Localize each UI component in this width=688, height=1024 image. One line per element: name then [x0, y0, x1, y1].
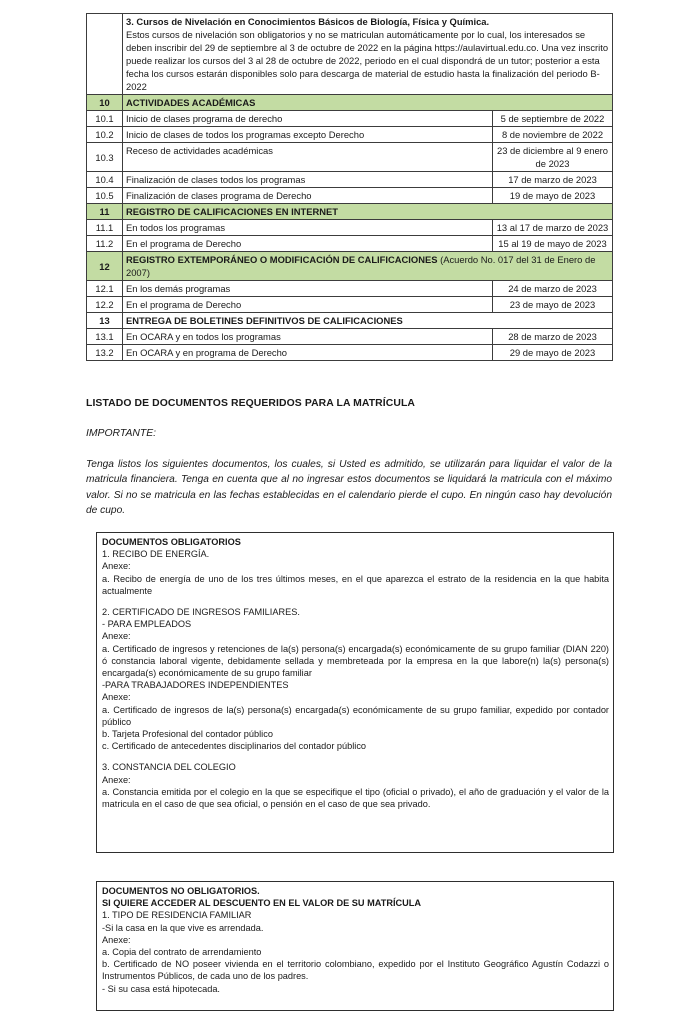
- row-number: 10.4: [87, 172, 123, 188]
- note-num-cell: [87, 14, 123, 95]
- table-row: [87, 236, 613, 252]
- section-row: [87, 252, 613, 281]
- documents-heading: LISTADO DE DOCUMENTOS REQUERIDOS PARA LA MATRÍCULA: [86, 398, 416, 409]
- row-number: 10.3: [87, 143, 123, 172]
- calendar-table: [86, 13, 613, 361]
- optional-documents-box: [96, 881, 614, 1011]
- row-number: 12.1: [87, 281, 123, 297]
- item-text: b. Certificado de NO poseer vivienda en el territorio colombiano, expedido por el Instituto Geográfico Agustín Codazzi o Instrumentos Públicos, de cada uno de los padres.: [102, 959, 609, 982]
- anexe-label: Anexe:: [102, 774, 131, 785]
- item-heading: 1. RECIBO DE ENERGÍA.: [102, 549, 210, 560]
- section-number: 13: [87, 313, 123, 329]
- item-subheading: -PARA TRABAJADORES INDEPENDIENTES: [102, 680, 289, 691]
- row-number: 13.2: [87, 345, 123, 361]
- item-heading: 1. TIPO DE RESIDENCIA FAMILIAR: [102, 910, 252, 921]
- row-description: Receso de actividades académicas: [123, 143, 493, 172]
- table-row: [87, 111, 613, 127]
- table-row: [87, 345, 613, 361]
- row-number: 13.1: [87, 329, 123, 345]
- row-description: En el programa de Derecho: [123, 297, 493, 313]
- row-number: 11.1: [87, 220, 123, 236]
- note-title: 3. Cursos de Nivelación en Conocimientos Básicos de Biología, Física y Química.: [126, 16, 490, 27]
- box-title: DOCUMENTOS NO OBLIGATORIOS.: [102, 886, 260, 896]
- mandatory-documents-box: [96, 532, 614, 853]
- row-date: 23 de mayo de 2023: [493, 297, 613, 313]
- row-date: 5 de septiembre de 2022: [493, 111, 613, 127]
- row-date: 29 de mayo de 2023: [493, 345, 613, 361]
- table-row: [87, 329, 613, 345]
- row-date: 13 al 17 de marzo de 2023: [493, 220, 613, 236]
- item-subheading: - PARA EMPLEADOS: [102, 619, 192, 630]
- box-title: DOCUMENTOS OBLIGATORIOS: [102, 537, 241, 547]
- item-text: b. Tarjeta Profesional del contador público: [102, 729, 273, 740]
- item-heading: 3. CONSTANCIA DEL COLEGIO: [102, 762, 236, 773]
- table-row: [87, 14, 613, 95]
- row-description: En el programa de Derecho: [123, 236, 493, 252]
- row-description: En todos los programas: [123, 220, 493, 236]
- table-row: [87, 297, 613, 313]
- spacer: [102, 752, 609, 761]
- row-date: 23 de diciembre al 9 enero de 2023: [493, 143, 613, 172]
- box-subtitle: SI QUIERE ACCEDER AL DESCUENTO EN EL VALOR DE SU MATRÍCULA: [102, 898, 422, 909]
- section-title: ACTIVIDADES ACADÉMICAS: [123, 95, 613, 111]
- item-text: a. Copia del contrato de arrendamiento: [102, 947, 262, 958]
- section-row: [87, 204, 613, 220]
- row-description: Finalización de clases programa de Derecho: [123, 188, 493, 204]
- section-row: [87, 95, 613, 111]
- row-number: 12.2: [87, 297, 123, 313]
- row-date: 28 de marzo de 2023: [493, 329, 613, 345]
- row-date: 17 de marzo de 2023: [493, 172, 613, 188]
- row-number: 10.5: [87, 188, 123, 204]
- row-description: Inicio de clases de todos los programas excepto Derecho: [123, 127, 493, 143]
- row-date: 8 de noviembre de 2022: [493, 127, 613, 143]
- table-row: [87, 188, 613, 204]
- table-row: [87, 281, 613, 297]
- item-text: a. Certificado de ingresos de la(s) persona(s) encargada(s) económicamente de su grupo familiar, expedido por contador público: [102, 704, 609, 727]
- anexe-label: Anexe:: [102, 934, 131, 945]
- anexe-label: Anexe:: [102, 561, 131, 572]
- section-number: 12: [87, 252, 123, 281]
- table-row: [87, 143, 613, 172]
- table-row: [87, 127, 613, 143]
- warning-paragraph: Tenga listos los siguientes documentos, los cuales, si Usted es admitido, se utilizarán para liquidar el valor de la matricula financiera. Tenga en cuenta que al no ingresar estos documentos se liquidará la matricula con el máximo valor. Si no se matricula en las fechas establecidas en el calendario pierde el cupo. En ningún caso hay devolución de cupo.: [86, 459, 612, 516]
- section-title-suffix: (Acuerdo No. 017 del 31 de Enero de 2007): [126, 254, 596, 278]
- anexe-label: Anexe:: [102, 692, 131, 703]
- row-description: En OCARA y en programa de Derecho: [123, 345, 493, 361]
- important-label: IMPORTANTE:: [86, 428, 157, 439]
- row-description: En OCARA y en todos los programas: [123, 329, 493, 345]
- item-text: a. Certificado de ingresos y retenciones de la(s) persona(s) encargada(s) económicamente de su grupo familiar (DIAN 220) ó constancia laboral vigente, debidamente sellada y membreteada por la empresa en la que labore(n) la(s) persona(s) encargada(s) económicamente de su grupo familiar: [102, 643, 609, 679]
- row-number: 10.1: [87, 111, 123, 127]
- note-cell: [123, 14, 613, 95]
- section-title: ENTREGA DE BOLETINES DEFINITIVOS DE CALIFICACIONES: [123, 313, 613, 329]
- item-subheading: - Si su casa está hipotecada.: [102, 983, 220, 994]
- spacer: [102, 597, 609, 606]
- anexe-label: Anexe:: [102, 631, 131, 642]
- row-number: 10.2: [87, 127, 123, 143]
- section-title: [123, 252, 613, 281]
- note-text: Estos cursos de nivelación son obligatorios y no se matriculan automáticamente por lo cual, los interesados se deben inscribir del 29 de septiembre al 3 de octubre de 2022 en la página https://aulavirtual.edu.co. Una vez inscrito puede realizar los cursos del 3 al 28 de octubre de 2022, periodo en el cual dispondrá de un tutor; posterior a esta fecha los cursos estarán disponibles solo para descarga de material de estudio hasta la finalización del periodo B-2022: [126, 29, 609, 92]
- item-text: a. Recibo de energía de uno de los tres últimos meses, en el que aparezca el estrato de la residencia en la que habita actualmente: [102, 573, 609, 596]
- table-row: [87, 172, 613, 188]
- section-title: REGISTRO DE CALIFICACIONES EN INTERNET: [123, 204, 613, 220]
- item-subheading: -Si la casa en la que vive es arrendada.: [102, 922, 264, 933]
- section-number: 10: [87, 95, 123, 111]
- table-row: [87, 220, 613, 236]
- row-description: Inicio de clases programa de derecho: [123, 111, 493, 127]
- row-date: 24 de marzo de 2023: [493, 281, 613, 297]
- item-heading: 2. CERTIFICADO DE INGRESOS FAMILIARES.: [102, 607, 300, 618]
- row-date: 15 al 19 de mayo de 2023: [493, 236, 613, 252]
- section-row: [87, 313, 613, 329]
- row-description: En los demás programas: [123, 281, 493, 297]
- row-description: Finalización de clases todos los programas: [123, 172, 493, 188]
- row-date: 19 de mayo de 2023: [493, 188, 613, 204]
- item-text: c. Certificado de antecedentes disciplinarios del contador público: [102, 741, 367, 752]
- item-text: a. Constancia emitida por el colegio en la que se especifique el tipo (oficial o privado), el año de graduación y el valor de la matricula en el caso de que sea oficial, o pensión en el caso de que sea privado.: [102, 786, 609, 810]
- section-title-text: REGISTRO EXTEMPORÁNEO O MODIFICACIÓN DE CALIFICACIONES: [126, 254, 438, 265]
- row-number: 11.2: [87, 236, 123, 252]
- section-number: 11: [87, 204, 123, 220]
